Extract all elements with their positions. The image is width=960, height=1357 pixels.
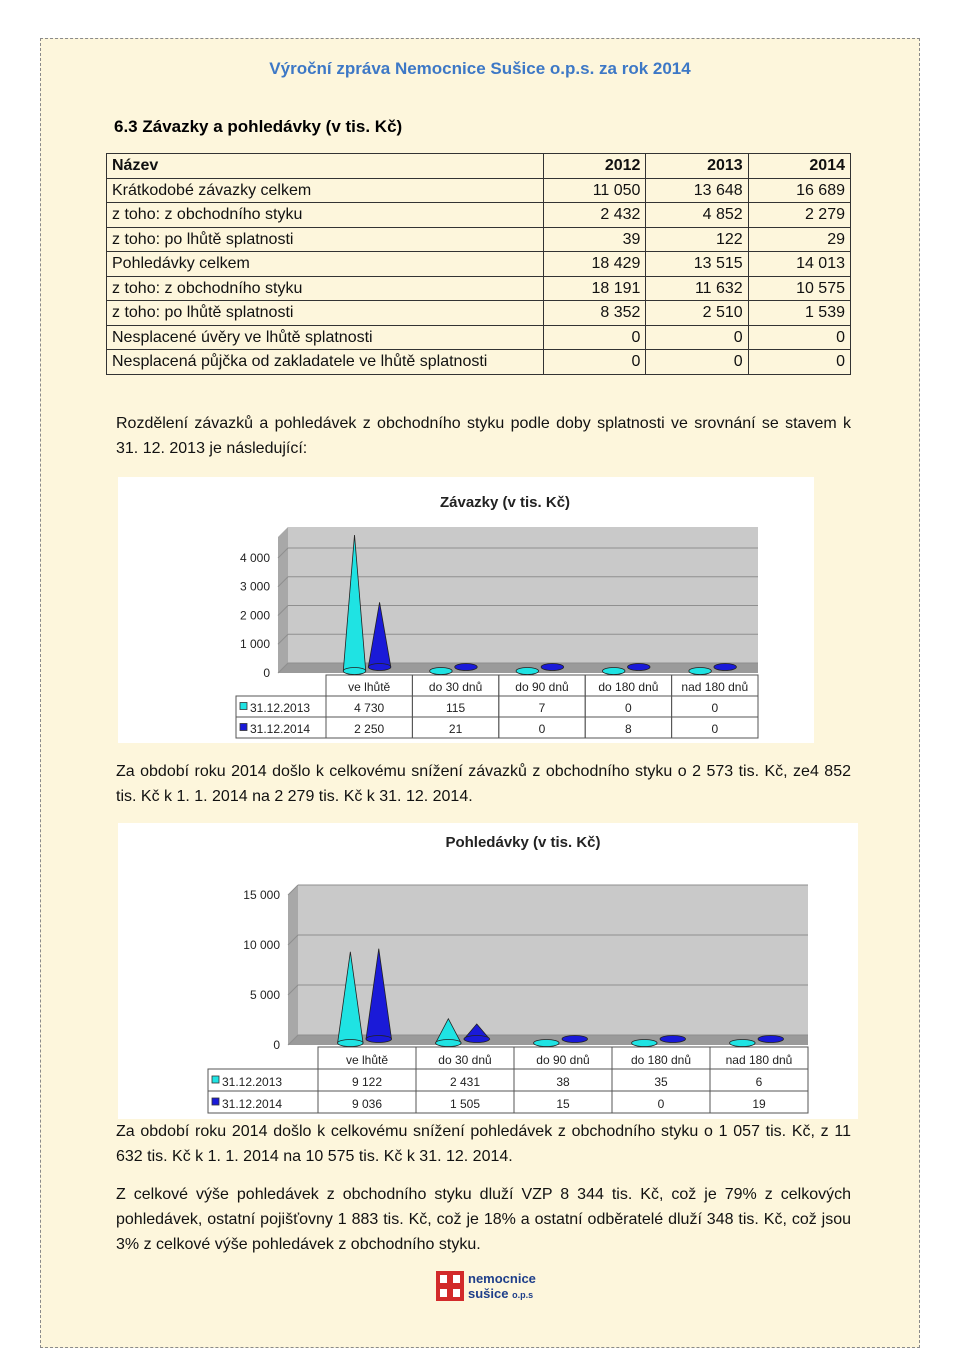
logo-text-name: sušice [468, 1286, 509, 1301]
table-cell: 14 013 [748, 252, 850, 277]
y-tick-label: 5 000 [249, 988, 280, 1002]
legend-label: 31.12.2014 [222, 1097, 283, 1111]
cone-base-2013 [516, 668, 538, 675]
data-label: 35 [654, 1075, 668, 1089]
cone-base-2013 [534, 1040, 559, 1047]
cone-base-2014 [660, 1036, 685, 1043]
legend-swatch [240, 703, 247, 710]
data-label: 9 122 [351, 1075, 383, 1089]
chart-title: Závazky (v tis. Kč) [439, 494, 571, 511]
legend-label: 31.12.2014 [250, 722, 311, 736]
data-label: 15 [556, 1097, 570, 1111]
table-row [107, 350, 851, 375]
column-header: 2013 [646, 154, 748, 179]
table-cell: z toho: z obchodního styku [107, 276, 544, 301]
cone-base-2013 [632, 1040, 657, 1047]
cone-base-2013 [343, 668, 365, 675]
table-cell: Nesplacené úvěry ve lhůtě splatnosti [107, 325, 544, 350]
table-cell: 0 [646, 350, 748, 375]
table-cell: 1 539 [748, 301, 850, 326]
cone-base-2013 [436, 1040, 461, 1047]
cone-base-2014 [628, 664, 650, 671]
table-cell: 0 [646, 325, 748, 350]
legend-swatch [212, 1076, 219, 1083]
x-category-label: nad 180 dnů [681, 680, 749, 694]
table-cell: 122 [646, 227, 748, 252]
paragraph-intro: Rozdělení závazků a pohledávek z obchodního styku podle doby splatnosti ve srovnání se stavem k 31. 12. 2013 je následující: [116, 415, 851, 457]
cone-base-2013 [730, 1040, 755, 1047]
x-category-label: do 180 dnů [598, 680, 659, 694]
data-label: 21 [448, 722, 463, 736]
report-page [40, 38, 920, 1348]
table-cell: Nesplacená půjčka od zakladatele ve lhůtě splatnosti [107, 350, 544, 375]
column-header: Název [107, 154, 544, 179]
table-cell: 2 279 [748, 203, 850, 228]
table-cell: 18 429 [544, 252, 646, 277]
data-label: 9 036 [351, 1097, 383, 1111]
table-cell: 0 [748, 325, 850, 350]
table-cell: 29 [748, 227, 850, 252]
data-label: 0 [657, 1097, 665, 1111]
table-cell: 4 852 [646, 203, 748, 228]
data-label: 6 [755, 1075, 763, 1089]
cone-base-2013 [602, 668, 624, 675]
legend-swatch [240, 724, 247, 731]
chart-pohledavky-svg [118, 823, 858, 1119]
logo-text-suffix: o.p.s [512, 1290, 534, 1300]
chart-side-wall [288, 885, 298, 1045]
cone-base-2014 [368, 664, 390, 671]
y-tick-label: 10 000 [243, 938, 280, 952]
cone-base-2014 [455, 664, 477, 671]
chart-title: Pohledávky (v tis. Kč) [445, 834, 601, 851]
table-cell: 2 432 [544, 203, 646, 228]
data-label: 0 [538, 722, 546, 736]
table-cell: 0 [544, 325, 646, 350]
report-header: Výroční zpráva Nemocnice Sušice o.p.s. za rok 2014 [269, 59, 691, 78]
cone-base-2014 [758, 1036, 783, 1043]
table-cell: 8 352 [544, 301, 646, 326]
chart-zavazky [118, 477, 814, 743]
x-category-label: do 90 dnů [536, 1053, 590, 1067]
table-cell: z toho: z obchodního styku [107, 203, 544, 228]
section-title: 6.3 Závazky a pohledávky (v tis. Kč) [114, 117, 403, 136]
column-header: 2012 [544, 154, 646, 179]
cone-base-2014 [562, 1036, 587, 1043]
x-category-label: ve lhůtě [348, 680, 391, 694]
table-cell: 18 191 [544, 276, 646, 301]
table-cell: Krátkodobé závazky celkem [107, 178, 544, 203]
data-label: 19 [752, 1097, 766, 1111]
cone-base-2014 [366, 1036, 391, 1043]
legend-label: 31.12.2013 [250, 701, 311, 715]
data-label: 4 730 [354, 701, 385, 715]
paragraph-structure: Z celkové výše pohledávek z obchodního styku dluží VZP 8 344 tis. Kč, což je 79% z celkových pohledávek, ostatní pojišťovny 1 883 tis. Kč, což je 18% a ostatní odběratelé dluží 348 tis. Kč, což jsou 3% z celkové výše pohledávek z obchodního styku. [116, 1186, 851, 1253]
x-category-label: nad 180 dnů [725, 1053, 793, 1067]
y-tick-label: 2 000 [239, 608, 270, 623]
table-cell: 16 689 [748, 178, 850, 203]
data-label: 7 [538, 701, 546, 715]
logo-cross-icon [436, 1271, 464, 1301]
x-category-label: do 30 dnů [428, 680, 483, 694]
financial-table [106, 153, 851, 375]
chart-pohledavky [118, 823, 858, 1119]
table-row [107, 178, 851, 203]
cone-base-2014 [464, 1036, 489, 1043]
data-label: 8 [625, 722, 632, 736]
data-label: 0 [625, 701, 632, 715]
x-category-label: ve lhůtě [345, 1053, 389, 1067]
y-tick-label: 0 [273, 1038, 280, 1052]
table-cell: 11 050 [544, 178, 646, 203]
table-header-row [107, 154, 851, 179]
data-label: 0 [711, 701, 719, 715]
y-tick-label: 3 000 [239, 579, 270, 594]
chart-zavazky-svg [118, 477, 814, 743]
table-cell: 10 575 [748, 276, 850, 301]
legend-label: 31.12.2013 [222, 1075, 283, 1089]
y-tick-label: 4 000 [239, 550, 270, 565]
paragraph-pohledavky: Za období roku 2014 došlo k celkovému snížení pohledávek z obchodního styku o 1 057 tis. Kč, z 11 632 tis. Kč k 1. 1. 2014 na 10 575 tis. Kč k 31. 12. 2014. [116, 1123, 851, 1165]
column-header: 2014 [748, 154, 850, 179]
table-cell: 11 632 [646, 276, 748, 301]
cone-base-2013 [689, 668, 711, 675]
data-label: 2 250 [354, 722, 385, 736]
y-tick-label: 15 000 [243, 888, 280, 902]
table-row [107, 203, 851, 228]
table-row [107, 227, 851, 252]
x-category-label: do 180 dnů [630, 1053, 692, 1067]
legend-swatch [212, 1098, 219, 1105]
cone-base-2013 [430, 668, 452, 675]
paragraph-zavazky: Za období roku 2014 došlo k celkovému snížení závazků z obchodního styku o 2 573 tis. Kč, ze4 852 tis. Kč k 1. 1. 2014 na 2 279 tis. Kč k 31. 12. 2014. [116, 763, 851, 805]
data-label: 2 431 [449, 1075, 481, 1089]
table-cell: z toho: po lhůtě splatnosti [107, 227, 544, 252]
table-cell: 0 [544, 350, 646, 375]
cone-base-2014 [541, 664, 563, 671]
data-label: 0 [711, 722, 719, 736]
logo-text-line2 [468, 1286, 533, 1301]
data-label: 115 [446, 701, 466, 715]
table-cell: 2 510 [646, 301, 748, 326]
cone-base-2014 [714, 664, 736, 671]
table-cell: Pohledávky celkem [107, 252, 544, 277]
table-row [107, 276, 851, 301]
table-row [107, 325, 851, 350]
x-category-label: do 30 dnů [438, 1053, 492, 1067]
table-cell: 0 [748, 350, 850, 375]
table-cell: 13 515 [646, 252, 748, 277]
y-tick-label: 0 [263, 666, 270, 680]
table-cell: 39 [544, 227, 646, 252]
logo-text-line1: nemocnice [468, 1271, 536, 1286]
data-label: 1 505 [449, 1097, 481, 1111]
cone-base-2013 [338, 1040, 363, 1047]
y-tick-label: 1 000 [239, 637, 270, 652]
table-cell: z toho: po lhůtě splatnosti [107, 301, 544, 326]
table-row [107, 301, 851, 326]
data-label: 38 [556, 1075, 570, 1089]
x-category-label: do 90 dnů [515, 680, 569, 694]
table-cell: 13 648 [646, 178, 748, 203]
table-row [107, 252, 851, 277]
nemocnice-logo [436, 1269, 536, 1305]
